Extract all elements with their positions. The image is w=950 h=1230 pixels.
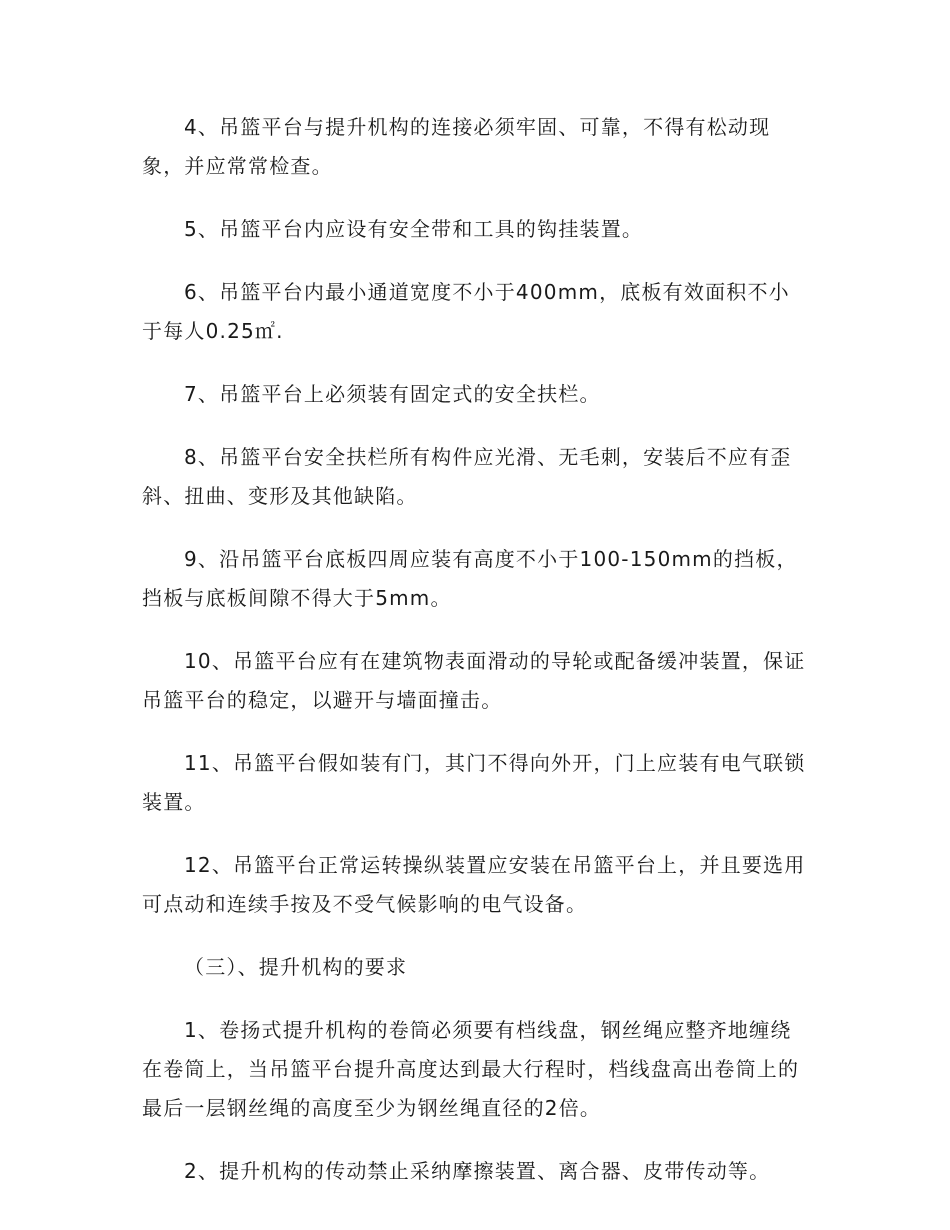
section-paragraph-1: 1、卷扬式提升机构的卷筒必须要有档线盘，钢丝绳应整齐地缠绕在卷筒上，当吊篮平台提升高度达到最大行程时，档线盘高出卷筒上的最后一层钢丝绳的高度至少为钢丝绳直径的2倍。: [142, 1018, 800, 1120]
paragraph-item-9: 9、沿吊篮平台底板四周应装有高度不小于100-150mm的挡板，挡板与底板间隙不得大于5mm。: [142, 547, 798, 610]
paragraph-item-10: 10、吊篮平台应有在建筑物表面滑动的导轮或配备缓冲装置，保证吊篮平台的稳定，以避开与墙面撞击。: [142, 649, 806, 712]
paragraph-item-4: 4、吊篮平台与提升机构的连接必须牢固、可靠，不得有松动现象，并应常常检查。: [142, 115, 771, 178]
section-paragraph-2: 2、提升机构的传动禁止采纳摩擦装置、离合器、皮带传动等。: [184, 1159, 771, 1183]
paragraph-item-6: 6、吊篮平台内最小通道宽度不小于400mm，底板有效面积不小于每人0.25㎡.: [142, 280, 790, 343]
section-heading: （三）、提升机构的要求: [184, 955, 408, 979]
paragraph-item-7: 7、吊篮平台上必须装有固定式的安全扶栏。: [184, 382, 601, 406]
paragraph-item-12: 12、吊篮平台正常运转操纵装置应安装在吊篮平台上，并且要选用可点动和连续手按及不受气候影响的电气设备。: [142, 853, 806, 916]
paragraph-item-5: 5、吊篮平台内应设有安全带和工具的钩挂装置。: [184, 217, 644, 241]
paragraph-item-8: 8、吊篮平台安全扶栏所有构件应光滑、无毛刺，安装后不应有歪斜、扭曲、变形及其他缺陷。: [142, 445, 792, 508]
document-body: [142, 108, 808, 1215]
paragraph-item-11: 11、吊篮平台假如装有门，其门不得向外开，门上应装有电气联锁装置。: [142, 751, 806, 814]
